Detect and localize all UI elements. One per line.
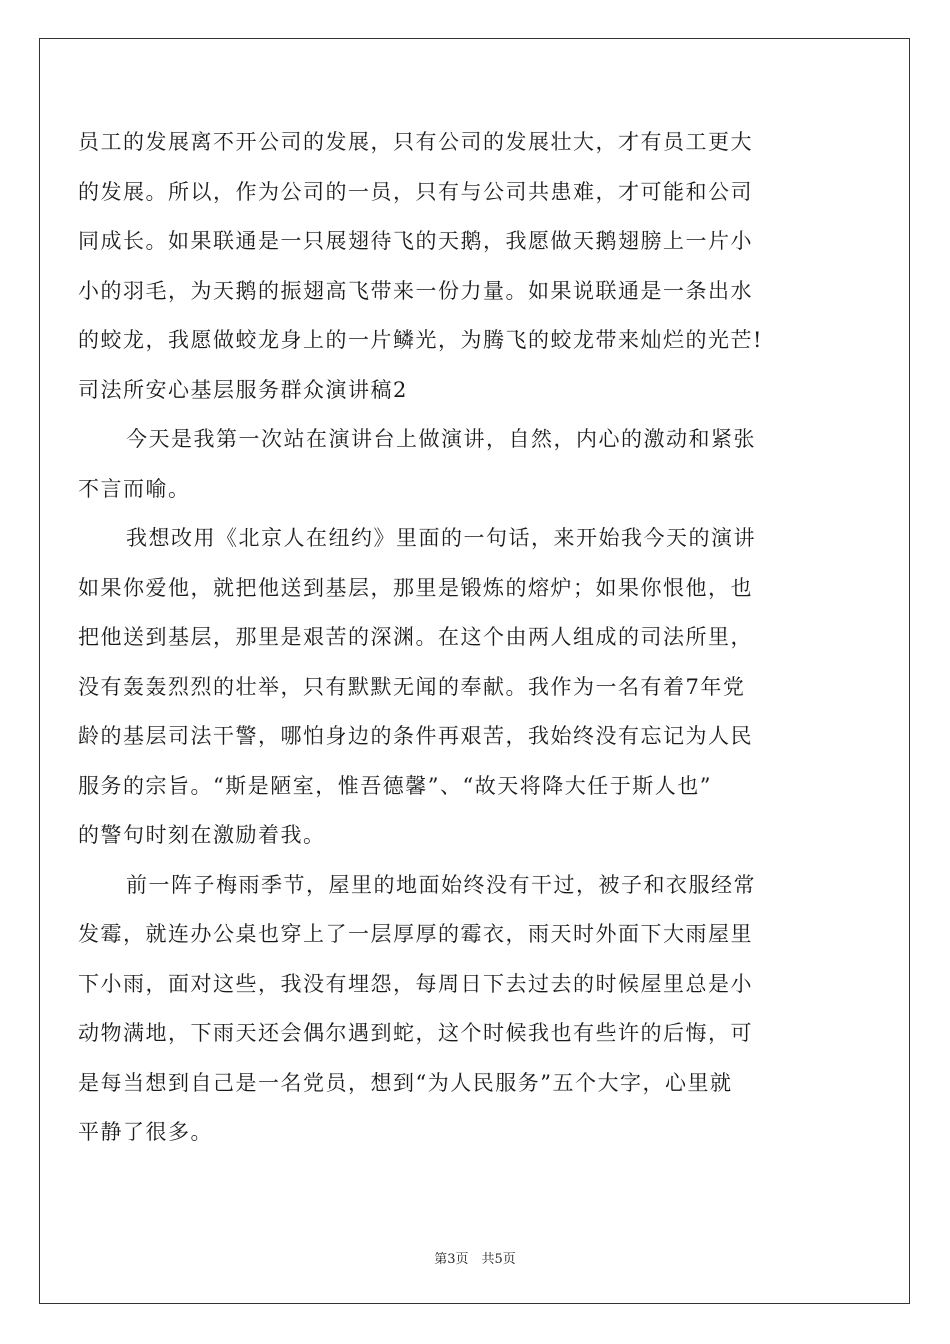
text-line: 的蛟龙，我愿做蛟龙身上的一片鳞光，为腾飞的蛟龙带来灿烂的光芒! bbox=[78, 328, 763, 352]
text-line: 的发展。所以，作为公司的一员，只有与公司共患难，才可能和公司 bbox=[78, 179, 753, 204]
text-line: 如果你爱他，就把他送到基层，那里是锻炼的熔炉；如果你恨他，也 bbox=[78, 575, 753, 600]
text-line: 平静了很多。 bbox=[78, 1120, 213, 1144]
page-number: 第3页 共5页 bbox=[434, 1252, 516, 1267]
text-line: 司法所安心基层服务群众演讲稿2 bbox=[78, 377, 408, 402]
text-line: 龄的基层司法干警，哪怕身边的条件再艰苦，我始终没有忘记为人民 bbox=[78, 724, 753, 748]
text-line: 今天是我第一次站在演讲台上做演讲，自然，内心的激动和紧张 bbox=[126, 427, 756, 451]
text-line: 同成长。如果联通是一只展翅待飞的天鹅，我愿做天鹅翅膀上一片小 bbox=[78, 229, 753, 253]
document-body bbox=[78, 118, 838, 1158]
text-line: 没有轰轰烈烈的壮举，只有默默无闻的奉献。我作为一名有着7年党 bbox=[78, 674, 746, 699]
text-line: 小的羽毛，为天鹅的振翅高飞带来一份力量。如果说联通是一条出水 bbox=[78, 278, 753, 303]
text-line: 是每当想到自己是一名党员，想到“为人民服务”五个大字，心里就 bbox=[78, 1070, 733, 1095]
text-line: 前一阵子梅雨季节，屋里的地面始终没有干过，被子和衣服经常 bbox=[126, 872, 756, 897]
text-line: 发霉，就连办公桌也穿上了一层厚厚的霉衣，雨天时外面下大雨屋里 bbox=[78, 922, 753, 946]
text-line: 服务的宗旨。“斯是陋室，惟吾德馨”、“故天将降大任于斯人也” bbox=[78, 773, 712, 798]
text-line: 下小雨，面对这些，我没有埋怨，每周日下去过去的时候屋里总是小 bbox=[78, 971, 753, 996]
text-line: 员工的发展离不开公司的发展，只有公司的发展壮大，才有员工更大 bbox=[78, 130, 753, 154]
text-line: 不言而喻。 bbox=[78, 476, 191, 501]
text-line: 的警句时刻在激励着我。 bbox=[78, 823, 326, 847]
text-line: 我想改用《北京人在纽约》里面的一句话，来开始我今天的演讲 bbox=[126, 526, 756, 550]
text-line: 动物满地，下雨天还会偶尔遇到蛇，这个时候我也有些许的后悔，可 bbox=[78, 1021, 753, 1045]
text-line: 把他送到基层，那里是艰苦的深渊。在这个由两人组成的司法所里， bbox=[78, 625, 753, 649]
